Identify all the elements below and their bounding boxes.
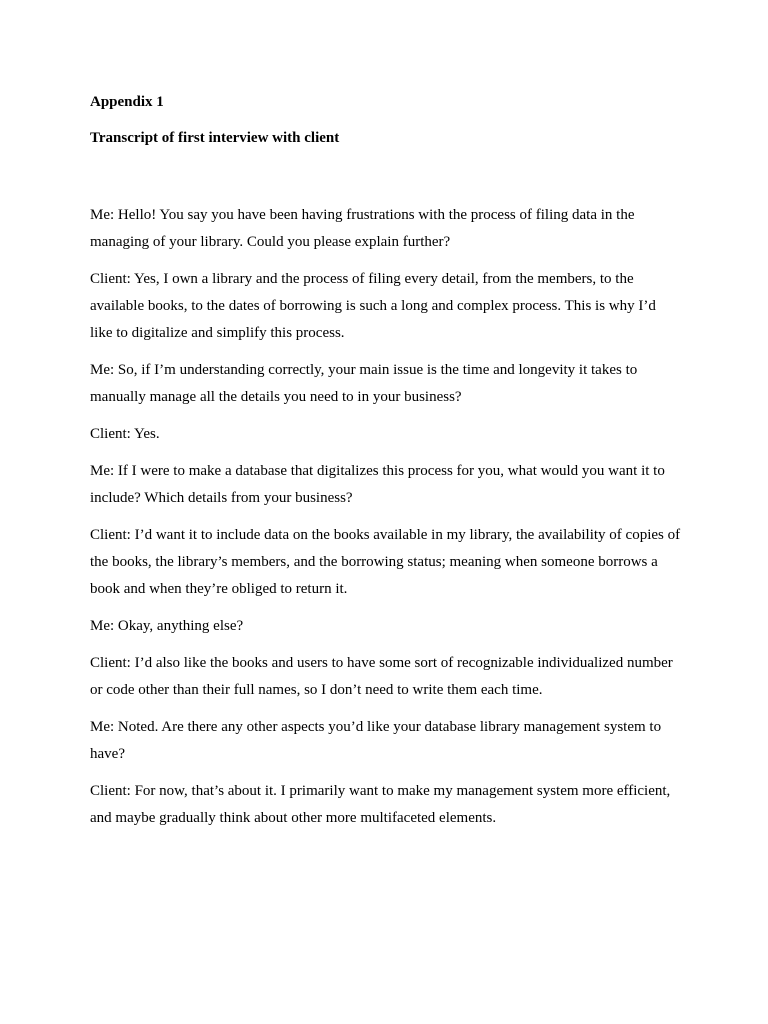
transcript-paragraph: Me: So, if I’m understanding correctly, your main issue is the time and longevity it takes to manually manage all the details you need to in your business? [90, 362, 638, 405]
document-body [90, 92, 682, 842]
transcript-title: Transcript of first interview with client [90, 130, 340, 146]
transcript-paragraph: Client: I’d want it to include data on the books available in my library, the availability of copies of the books, the library’s members, and the borrowing status; meaning when someone borrows a book and when they’re obliged to return it. [90, 527, 681, 597]
transcript-paragraph: Me: Okay, anything else? [90, 618, 244, 634]
transcript-paragraph: Me: If I were to make a database that digitalizes this process for you, what would you want it to include? Which details from your business? [90, 463, 665, 506]
transcript-paragraph: Client: I’d also like the books and users to have some sort of recognizable individualized number or code other than their full names, so I don’t need to write them each time. [90, 655, 673, 698]
transcript-paragraph: Me: Noted. Are there any other aspects you’d like your database library management system to have? [90, 719, 662, 762]
appendix-title: Appendix 1 [90, 94, 164, 110]
transcript-paragraph: Client: Yes, I own a library and the process of filing every detail, from the members, to the available books, to the dates of borrowing is such a long and complex process. This is why I’d like to digitalize and simplify this process. [90, 271, 656, 341]
transcript-paragraph: Client: For now, that’s about it. I primarily want to make my management system more efficient, and maybe gradually think about other more multifaceted elements. [90, 783, 671, 826]
transcript-paragraph: Me: Hello! You say you have been having frustrations with the process of filing data in the managing of your library. Could you please explain further? [90, 207, 635, 250]
transcript-paragraph: Client: Yes. [90, 426, 160, 442]
